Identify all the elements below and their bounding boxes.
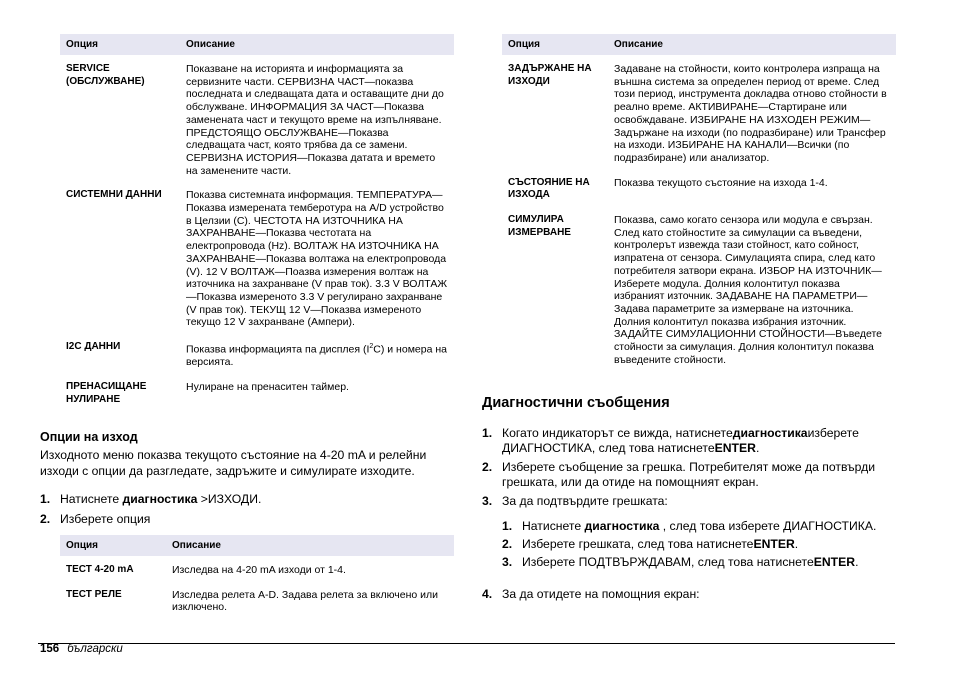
column-header-description: Описание bbox=[166, 535, 454, 556]
column-header-option: Опция bbox=[502, 34, 608, 55]
description-cell: Изследва релета A-D. Задава релета за включено или изключено. bbox=[172, 588, 439, 614]
confirm-error-substeps-list bbox=[502, 519, 894, 570]
option-cell: ПРЕНАСИЩАНЕ НУЛИРАНЕ bbox=[66, 380, 147, 405]
footer-language: български bbox=[67, 643, 123, 655]
diagnostic-steps-list bbox=[482, 426, 894, 509]
options-table-outputs bbox=[502, 34, 896, 370]
list-item: 2. Изберете съобщение за грешка. Потребителят може да потвърди грешката, или да отиде на помощният екран. bbox=[482, 460, 876, 489]
option-cell: СИСТЕМНИ ДАННИ bbox=[66, 189, 162, 201]
description-cell: Задаване на стойности, които контролера изпраща на външна система за определен период от време. След този период, инструмента докладва отново стойности в реално време. АКТИВИРАНЕ—Стартиране или освобждаване. ИЗБИРАНЕ НА ИЗХОДЕН РЕЖИМ—Задържане на изходи (по подразбиране) или Трансфер на изходи. ИЗБИРАНЕ НА КАНАЛИ—Всички (по подразбиране) или анализатор. bbox=[614, 63, 887, 164]
option-cell: ЗАДЪРЖАНЕ НА ИЗХОДИ bbox=[508, 63, 592, 87]
table-row bbox=[60, 55, 454, 181]
column-header-option: Опция bbox=[60, 535, 166, 556]
option-cell: СЪСТОЯНИЕ НА ИЗХОДА bbox=[508, 176, 590, 201]
list-item: 2. Изберете опция bbox=[40, 512, 151, 526]
column-header-description: Описание bbox=[180, 34, 454, 55]
column-header-option: Опция bbox=[60, 34, 180, 55]
list-item: 4. За да отидете на помощния екран: bbox=[482, 587, 700, 601]
option-cell: ТЕСТ РЕЛЕ bbox=[66, 588, 122, 600]
description-cell: Нулиране на пренаситен таймер. bbox=[186, 380, 349, 393]
list-item: 1. Натиснете диагностика >ИЗХОДИ. bbox=[40, 492, 262, 506]
table-row bbox=[60, 556, 454, 581]
section-heading-output-options: Опции на изход bbox=[40, 430, 138, 444]
list-item: 2. Изберете грешката, след това натиснетеENTER. bbox=[502, 537, 799, 551]
list-item: 3. За да подтвърдите грешката: bbox=[482, 494, 668, 508]
list-item: 1. Натиснете диагностика , след това изберете ДИАГНОСТИКА. bbox=[502, 519, 877, 533]
options-table-service bbox=[60, 34, 454, 410]
footer-divider bbox=[38, 643, 895, 644]
table-row bbox=[60, 373, 454, 410]
option-cell: SERVICE (ОБСЛУЖВАНЕ) bbox=[66, 63, 145, 87]
description-cell: Изследва на 4-20 mA изходи от 1-4. bbox=[172, 564, 346, 576]
options-table-test bbox=[60, 535, 454, 618]
section-heading-diagnostic-messages: Диагностични съобщения bbox=[482, 395, 670, 411]
description-cell: Показване на историята и информацията за сервизните части. СЕРВИЗНА ЧАСТ—показва последната и следващата дата и оставащите дни до обслужване. ИНФОРМАЦИЯ ЗА ЧАСТ—Показва заменената част и текущото време на изпълняване. ПРЕДСТОЯЩО ОБСЛУЖВАНЕ—Показва следващата част, която трябва да се замени. СЕРВИЗНА ИСТОРИЯ—Показва датата и времето на заменените части. bbox=[186, 63, 444, 177]
list-item: 1. Когато индикаторът се вижда, натиснетедиагностикаизберете ДИАГНОСТИКА, след това натиснетеENTER. bbox=[482, 426, 859, 455]
option-cell: СИМУЛИРА ИЗМЕРВАНЕ bbox=[508, 214, 571, 238]
option-cell: ТЕСТ 4-20 mA bbox=[66, 564, 134, 575]
output-steps-list bbox=[40, 492, 460, 527]
description-cell: Показва, само когато сензора или модула е свързан. След като стойностите за симулации са въведени, контролерът извежда тази стойност, като сойност, изпратена от сензора. Симулацията спира, след като потребителя затвори екрана. ИЗБОР НА ИЗТОЧНИК—Изберете модула. Долния колонтитул показва избраният източник. ЗАДАВАНЕ НА ПАРАМЕТРИ—Задава параметрите за измерване на източника. Долния колонтитул показва избрания източник. ЗАДАЙТЕ СИМУЛАЦИОННИ СТОЙНОСТИ—Въведете стойности за симулация. Долния колонтитул показва въведените стойности. bbox=[614, 214, 883, 366]
table-row bbox=[60, 181, 454, 333]
table-row bbox=[502, 55, 896, 169]
table-row bbox=[60, 333, 454, 373]
option-cell: I2C ДАННИ bbox=[66, 341, 121, 353]
description-cell: Показва текущото състояние на изхода 1-4. bbox=[614, 176, 828, 189]
table-row bbox=[502, 169, 896, 206]
description-cell: Показва информацията па дисплея $(I^2C)$ и номера на версията. bbox=[186, 343, 447, 369]
description-cell: Показва системната информация. ТЕМПЕРАТУРА—Показва измерената темберотура на A/D устройство в Целзии (C). ЧЕСТОТА НА ИЗТОЧНИКА НА ЗАХРАНВАНЕ—Показва честотата на електропровода (Hz). ВОЛТАЖ НА ИЗТОЧНИКА НА ЗАХРАНВАНЕ—Показва волтажа на електропровода (V). 12 V ВОЛТАЖ—Поазва измерения волтаж на източника на захранване (V прав ток). 3.3 V ВОЛТАЖ—Показва измереното 3.3 V регулирано захранване (V прав ток). ТЕКУЩ 12 V—Показва измереното текущо 12 V захранване (Ампери). bbox=[186, 189, 448, 329]
output-options-paragraph: Изходното меню показва текущото състояние на 4-20 mA и релейни изходи с опции да разгледате, задръжите и симулирате изходите. bbox=[40, 448, 427, 478]
list-item: 3. Изберете ПОДТВЪРЖДАВАМ, след това натиснетеENTER. bbox=[502, 555, 859, 569]
table-row bbox=[60, 581, 454, 618]
diagnostic-final-step bbox=[482, 587, 894, 602]
table-row bbox=[502, 206, 896, 370]
page-number: 156 bbox=[40, 643, 60, 655]
page-footer bbox=[40, 643, 123, 655]
column-header-description: Описание bbox=[608, 34, 896, 55]
